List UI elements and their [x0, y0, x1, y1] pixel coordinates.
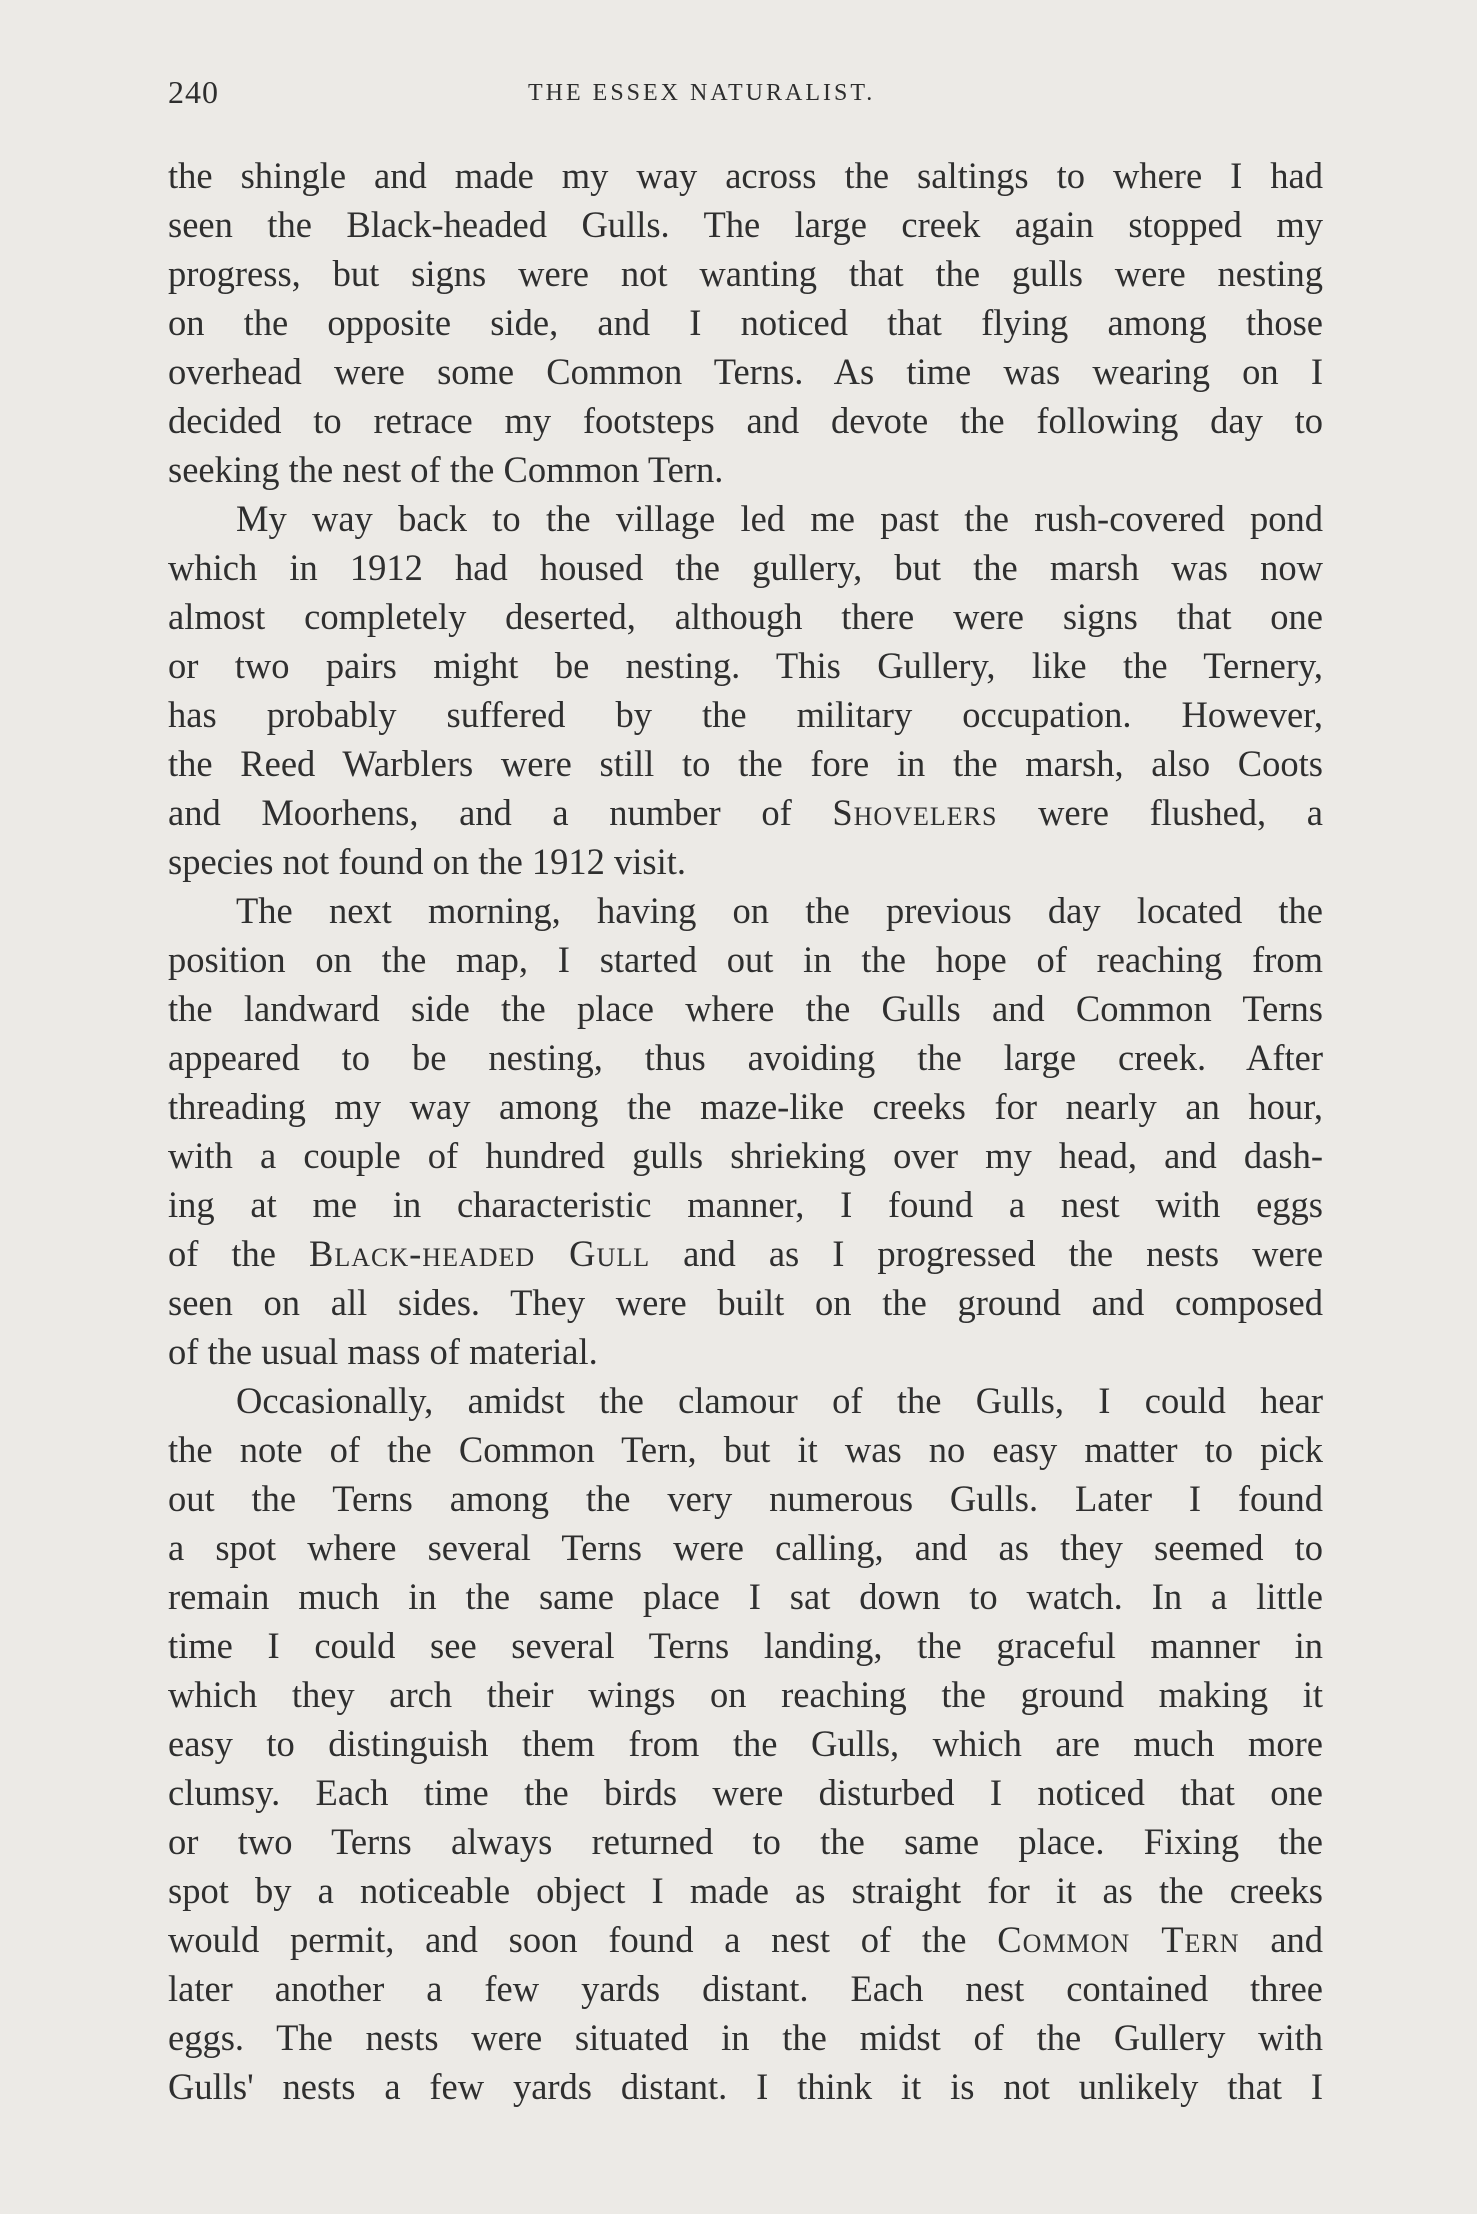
text-line: easy to distinguish them from the Gulls, which are much more [168, 1723, 1323, 1764]
text-line: appeared to be nesting, thus avoiding the large creek. After [168, 1037, 1323, 1078]
text-line: threading my way among the maze-like creeks for nearly an hour, [168, 1086, 1323, 1127]
text-line: has probably suffered by the military occupation. However, [168, 694, 1323, 735]
text-line [168, 788, 1323, 837]
text-line: eggs. The nests were situated in the midst of the Gullery with [168, 2017, 1323, 2058]
text-line: of the usual mass of material. [168, 1331, 598, 1372]
text-line: a spot where several Terns were calling, and as they seemed to [168, 1527, 1323, 1568]
paragraph-3 [168, 886, 1323, 1376]
text-line [168, 1915, 1323, 1964]
running-title: THE ESSEX NATURALIST. [528, 80, 876, 106]
body-text [168, 151, 1323, 2111]
text-segment: and [1270, 1919, 1323, 1960]
text-line: the note of the Common Tern, but it was no easy matter to pick [168, 1429, 1323, 1470]
text-line: the landward side the place where the Gulls and Common Terns [168, 988, 1323, 1029]
text-line: decided to retrace my footsteps and devote the following day to [168, 400, 1323, 441]
text-line: overhead were some Common Terns. As time was wearing on I [168, 351, 1323, 392]
species-name: Black-headed Gull [309, 1233, 651, 1274]
species-name: Common Tern [997, 1919, 1240, 1960]
text-line: spot by a noticeable object I made as straight for it as the creeks [168, 1870, 1323, 1911]
paragraph-2 [168, 494, 1323, 886]
text-line: which they arch their wings on reaching the ground making it [168, 1674, 1323, 1715]
text-segment: and Moorhens, and a number of [168, 792, 792, 833]
text-line: My way back to the village led me past the rush-covered pond [236, 498, 1323, 539]
text-line: which in 1912 had housed the gullery, but the marsh was now [168, 547, 1323, 588]
text-line: The next morning, having on the previous day located the [236, 890, 1323, 931]
text-line: the shingle and made my way across the saltings to where I had [168, 155, 1323, 196]
text-line: species not found on the 1912 visit. [168, 841, 687, 882]
text-segment: would permit, and soon found a nest of the [168, 1919, 967, 1960]
text-line: Occasionally, amidst the clamour of the Gulls, I could hear [236, 1380, 1323, 1421]
text-line: ing at me in characteristic manner, I found a nest with eggs [168, 1184, 1323, 1225]
text-line: on the opposite side, and I noticed that flying among those [168, 302, 1323, 343]
text-line: or two Terns always returned to the same place. Fixing the [168, 1821, 1323, 1862]
species-name: Shovelers [832, 792, 998, 833]
page-number: 240 [168, 74, 219, 110]
text-segment: and as I progressed the nests were [683, 1233, 1323, 1274]
page-header [168, 74, 1328, 124]
text-line: clumsy. Each time the birds were disturbed I noticed that one [168, 1772, 1323, 1813]
text-line: Gulls' nests a few yards distant. I think it is not unlikely that I [168, 2066, 1323, 2107]
text-line [168, 1229, 1323, 1278]
text-segment: of the [168, 1233, 277, 1274]
text-line: the Reed Warblers were still to the fore in the marsh, also Coots [168, 743, 1323, 784]
text-line: progress, but signs were not wanting that the gulls were nesting [168, 253, 1323, 294]
text-line: with a couple of hundred gulls shrieking over my head, and dash- [168, 1135, 1323, 1176]
paragraph-1 [168, 151, 1323, 494]
text-line: time I could see several Terns landing, the graceful manner in [168, 1625, 1323, 1666]
text-line: later another a few yards distant. Each nest contained three [168, 1968, 1323, 2009]
text-line: out the Terns among the very numerous Gulls. Later I found [168, 1478, 1323, 1519]
text-line: seeking the nest of the Common Tern. [168, 449, 724, 490]
text-line: remain much in the same place I sat down to watch. In a little [168, 1576, 1323, 1617]
text-line: seen on all sides. They were built on the ground and composed [168, 1282, 1323, 1323]
text-line: seen the Black-headed Gulls. The large creek again stopped my [168, 204, 1323, 245]
text-line: or two pairs might be nesting. This Gullery, like the Ternery, [168, 645, 1323, 686]
text-line: position on the map, I started out in the hope of reaching from [168, 939, 1323, 980]
text-line: almost completely deserted, although there were signs that one [168, 596, 1323, 637]
text-segment: were flushed, a [1038, 792, 1323, 833]
paragraph-4 [168, 1376, 1323, 2111]
